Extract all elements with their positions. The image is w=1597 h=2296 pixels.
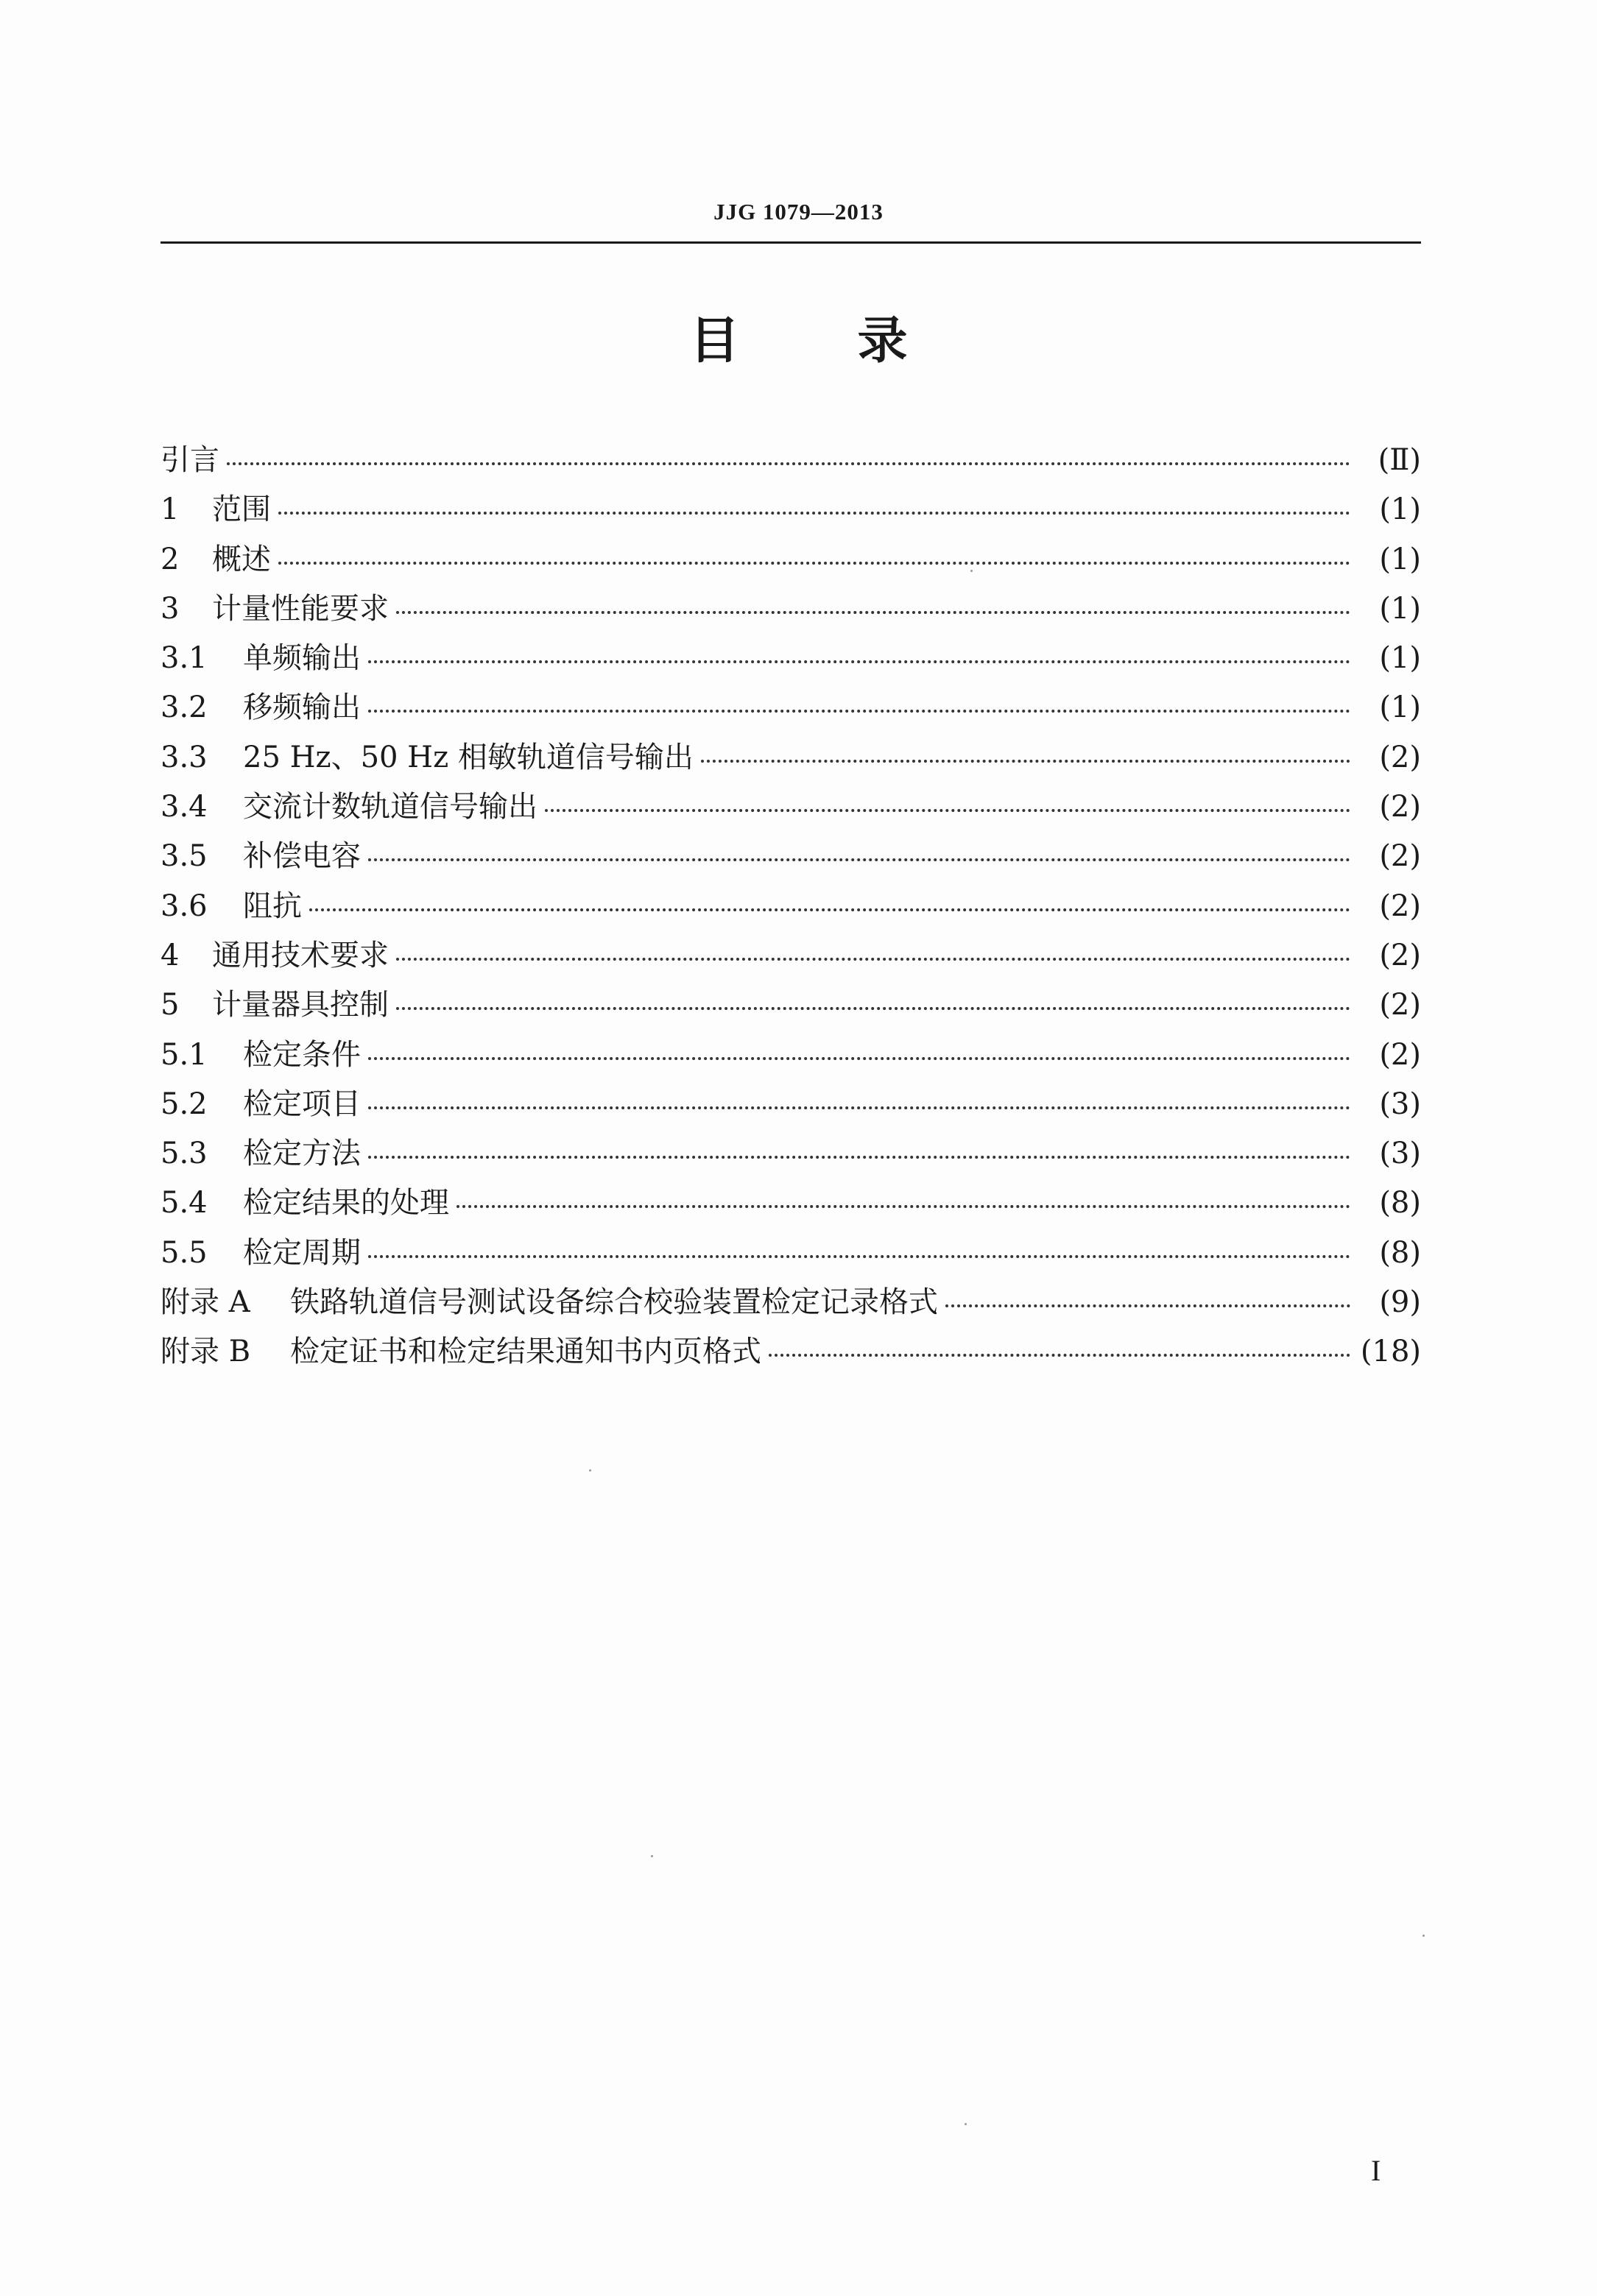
toc-entry-number: 附录 B [161, 1335, 251, 1369]
toc-entry-label: 补偿电容 [243, 839, 361, 874]
toc-entry-number: 3.2 [161, 690, 208, 725]
toc-entry-label: 交流计数轨道信号输出 [243, 790, 537, 824]
toc-dot-leader [278, 482, 1350, 515]
toc-entry [161, 584, 1421, 634]
title-char-1: 目 [689, 312, 740, 370]
toc-entry-label: 检定方法 [243, 1137, 361, 1171]
toc-entry-number: 3.6 [161, 889, 208, 923]
toc-entry-page: (9) [1379, 1285, 1421, 1320]
toc-dot-leader [701, 730, 1350, 763]
toc-dot-leader [368, 1126, 1350, 1159]
toc-entry-page: (1) [1379, 542, 1421, 576]
toc-entry-page: (18) [1360, 1335, 1421, 1369]
table-of-contents [161, 436, 1421, 1377]
toc-entry-number: 3.5 [161, 839, 208, 874]
title-char-2: 录 [857, 312, 908, 370]
toc-entry-label: 通用技术要求 [212, 938, 389, 972]
toc-dot-leader [456, 1176, 1350, 1208]
toc-entry-page: (3) [1379, 1137, 1421, 1171]
toc-entry-number: 5.5 [161, 1235, 208, 1270]
scan-speck [1423, 1935, 1425, 1937]
header-rule [161, 241, 1421, 244]
toc-dot-leader [278, 532, 1350, 565]
toc-entry-page: (2) [1379, 740, 1421, 774]
toc-entry [161, 733, 1421, 783]
toc-entry-label: 概述 [212, 542, 271, 576]
toc-dot-leader [945, 1275, 1350, 1307]
toc-entry [161, 634, 1421, 683]
scan-speck [651, 1855, 653, 1857]
toc-entry [161, 882, 1421, 931]
toc-entry-label: 铁路轨道信号测试设备综合校验装置检定记录格式 [290, 1285, 938, 1320]
toc-entry-page: (1) [1379, 641, 1421, 676]
toc-entry-label: 移频输出 [243, 690, 361, 725]
toc-entry-page: (2) [1379, 938, 1421, 972]
toc-dot-leader [309, 879, 1350, 911]
toc-dot-leader [769, 1324, 1350, 1357]
toc-entry [161, 485, 1421, 534]
toc-entry [161, 1278, 1421, 1327]
toc-dot-leader [396, 582, 1350, 614]
toc-entry-label: 检定结果的处理 [243, 1186, 449, 1221]
toc-entry-number: 2 [161, 542, 180, 576]
toc-entry-label: 检定证书和检定结果通知书内页格式 [290, 1335, 761, 1369]
toc-entry-number: 附录 A [161, 1285, 250, 1320]
toc-entry-page: (2) [1379, 889, 1421, 923]
toc-dot-leader [368, 1226, 1350, 1258]
toc-entry [161, 1031, 1421, 1080]
toc-entry [161, 1179, 1421, 1228]
toc-entry-label: 范围 [212, 492, 271, 527]
toc-dot-leader [368, 631, 1350, 663]
toc-entry [161, 832, 1421, 881]
toc-entry-number: 3 [161, 591, 180, 626]
page-title [0, 312, 1597, 370]
toc-entry-number: 3.1 [161, 641, 208, 676]
toc-entry [161, 436, 1421, 485]
toc-entry-label: 计量性能要求 [212, 591, 389, 626]
toc-dot-leader [545, 780, 1350, 812]
toc-entry [161, 1129, 1421, 1179]
toc-dot-leader [396, 978, 1350, 1010]
toc-entry-label: 检定项目 [243, 1087, 361, 1121]
toc-entry-page: (8) [1379, 1235, 1421, 1270]
toc-entry-number: 3.4 [161, 790, 208, 824]
toc-entry [161, 535, 1421, 584]
toc-dot-leader [227, 433, 1350, 465]
scan-speck [589, 1469, 591, 1472]
scan-speck [970, 570, 973, 572]
toc-entry-label: 计量器具控制 [212, 988, 389, 1022]
toc-dot-leader [368, 1077, 1350, 1109]
toc-entry-page: (8) [1379, 1186, 1421, 1221]
toc-dot-leader [368, 1028, 1350, 1060]
toc-entry-label: 检定周期 [243, 1235, 361, 1270]
toc-entry-page: (2) [1379, 1037, 1421, 1072]
toc-entry-page: (1) [1379, 492, 1421, 527]
toc-entry [161, 1327, 1421, 1377]
toc-dot-leader [396, 928, 1350, 961]
toc-entry [161, 683, 1421, 732]
toc-entry-number: 5.1 [161, 1037, 208, 1072]
toc-entry [161, 783, 1421, 832]
toc-entry-number: 5.3 [161, 1137, 208, 1171]
toc-entry-label: 25 Hz、50 Hz 相敏轨道信号输出 [243, 740, 694, 774]
toc-entry-page: (3) [1379, 1087, 1421, 1121]
toc-entry-page: (2) [1379, 839, 1421, 874]
toc-entry-number: 5 [161, 988, 180, 1022]
toc-entry-label: 检定条件 [243, 1037, 361, 1072]
toc-entry [161, 981, 1421, 1030]
toc-entry-page: (Ⅱ) [1378, 443, 1421, 477]
scan-speck [965, 2123, 967, 2125]
toc-entry [161, 1229, 1421, 1278]
standard-code-header: JJG 1079—2013 [713, 199, 884, 225]
toc-entry [161, 1080, 1421, 1129]
toc-entry-page: (2) [1379, 790, 1421, 824]
toc-entry-label: 单频输出 [243, 641, 361, 676]
toc-entry-number: 5.4 [161, 1186, 208, 1221]
toc-entry-number: 5.2 [161, 1087, 208, 1121]
toc-entry-number: 4 [161, 938, 180, 972]
toc-entry-number: 1 [161, 492, 180, 527]
toc-entry-label: 引言 [161, 443, 219, 477]
toc-dot-leader [368, 829, 1350, 861]
toc-entry-page: (1) [1379, 690, 1421, 725]
toc-dot-leader [368, 680, 1350, 713]
toc-entry [161, 931, 1421, 981]
toc-entry-page: (2) [1379, 988, 1421, 1022]
toc-entry-page: (1) [1379, 591, 1421, 626]
toc-entry-label: 阻抗 [243, 889, 302, 923]
toc-entry-number: 3.3 [161, 740, 208, 774]
page-number: I [1371, 2154, 1381, 2187]
